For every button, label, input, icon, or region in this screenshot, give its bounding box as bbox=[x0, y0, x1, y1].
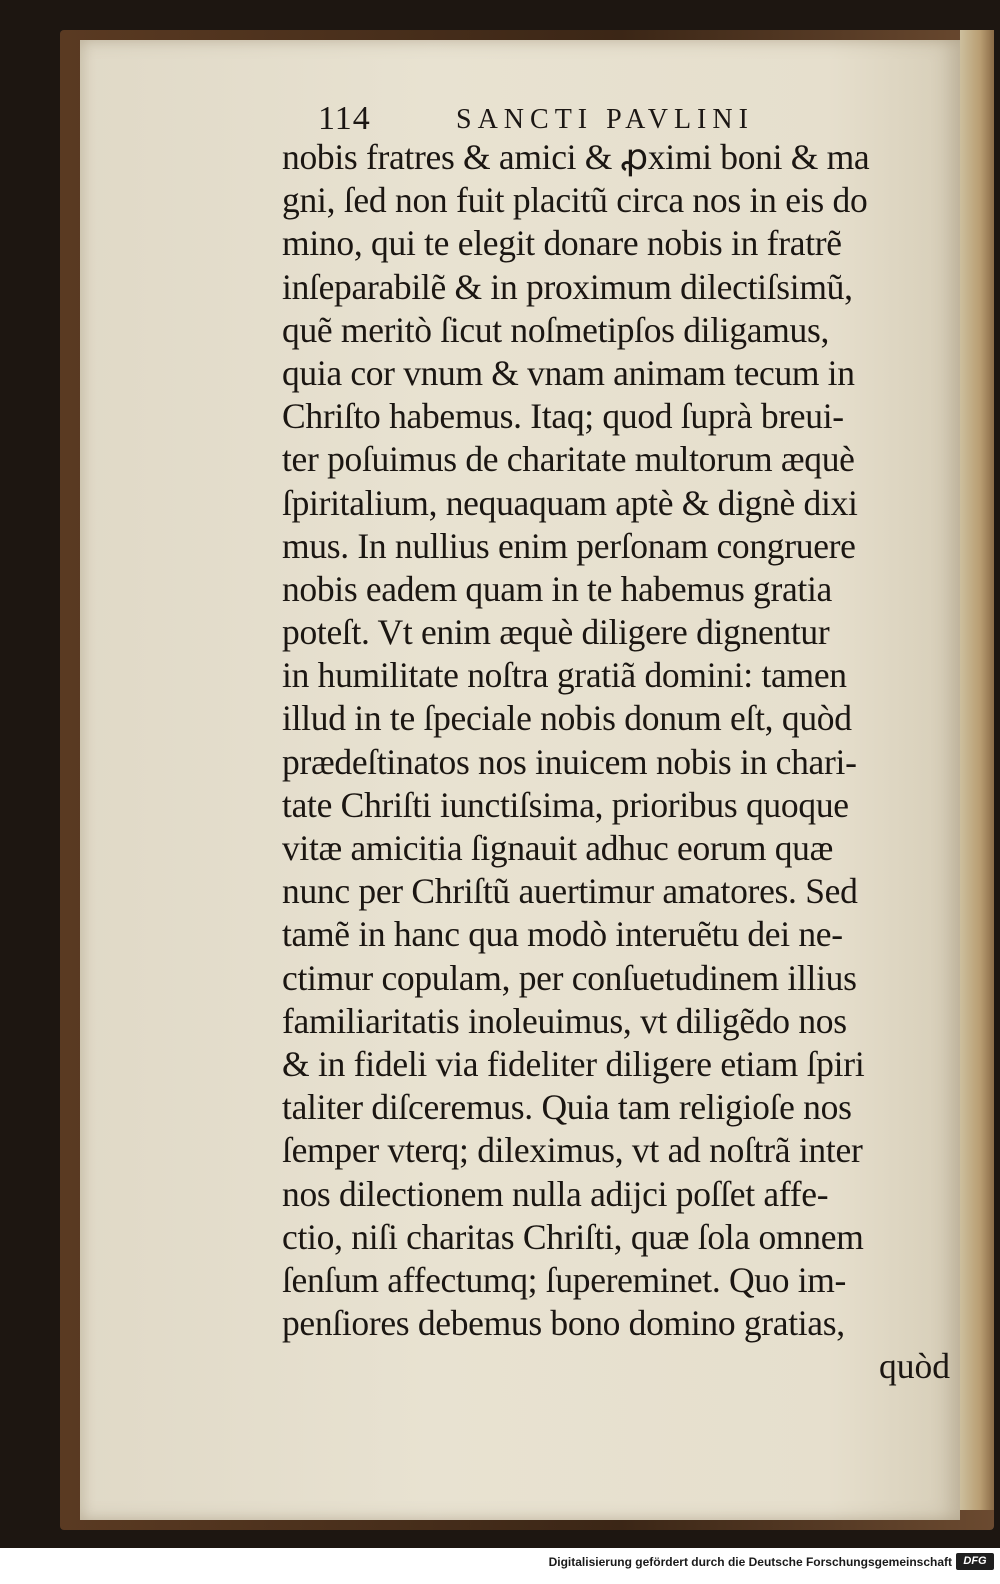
text-line: tamẽ in hanc qua modò interuẽtu dei ne- bbox=[282, 914, 843, 955]
text-line: nobis fratres & amici & ꝓximi boni & ma bbox=[282, 137, 870, 177]
text-line: ſemper vterq; dileximus, vt ad noſtrã inter bbox=[282, 1130, 863, 1171]
page-number: 114 bbox=[318, 100, 371, 137]
text-line: familiaritatis inoleuimus, vt diligẽdo nos bbox=[282, 1000, 847, 1041]
text-line: nobis eadem quam in te habemus gratia bbox=[282, 568, 832, 609]
text-line: inſeparabilẽ & in proximum dilectiſsimũ, bbox=[282, 266, 853, 307]
running-head: SANCTI PAVLINI bbox=[456, 104, 754, 135]
text-line: mus. In nullius enim perſonam congruere bbox=[282, 525, 856, 566]
text-line: penſiores debemus bono domino gratias, bbox=[282, 1303, 845, 1344]
text-line: & in fideli via fideliter diligere etiam ſpiri bbox=[282, 1043, 865, 1084]
text-line: prædeſtinatos nos inuicem nobis in chari- bbox=[282, 741, 857, 782]
text-line: ſpiritalium, nequaquam aptè & dignè dixi bbox=[282, 482, 858, 523]
page-fore-edge bbox=[960, 30, 994, 1510]
text-line: ſenſum affectumq; ſupereminet. Quo im- bbox=[282, 1259, 847, 1300]
dfg-logo-icon: DFG bbox=[956, 1553, 994, 1570]
text-line: quia cor vnum & vnam animam tecum in bbox=[282, 352, 855, 393]
text-line: vitæ amicitia ſignauit adhuc eorum quæ bbox=[282, 828, 833, 868]
catchword: quòd bbox=[879, 1346, 950, 1387]
funding-credit: Digitalisierung gefördert durch die Deutsche Forschungsgemeinschaft bbox=[548, 1555, 952, 1569]
text-line: mino, qui te elegit donare nobis in fratrẽ bbox=[282, 223, 842, 264]
body-text bbox=[282, 136, 962, 1388]
text-line: illud in te ſpeciale nobis donum eſt, quòd bbox=[282, 698, 852, 739]
text-line: ter poſuimus de charitate multorum æquè bbox=[282, 439, 855, 480]
text-line: Chriſto habemus. Itaq; quod ſuprà breui- bbox=[282, 396, 844, 437]
text-line: tate Chriſti iunctiſsima, prioribus quoque bbox=[282, 784, 849, 825]
text-line: quẽ meritò ſicut noſmetipſos diligamus, bbox=[282, 309, 830, 350]
text-line: in humilitate noſtra gratiã domini: tamen bbox=[282, 655, 847, 696]
text-line: poteſt. Vt enim æquè diligere dignentur bbox=[282, 612, 830, 653]
text-line: gni, ſed non fuit placitũ circa nos in eis do bbox=[282, 180, 868, 221]
text-line: nunc per Chriſtũ auertimur amatores. Sed bbox=[282, 871, 858, 912]
text-line: taliter diſceremus. Quia tam religioſe nos bbox=[282, 1087, 852, 1128]
text-line: nos dilectionem nulla adijci poſſet affe- bbox=[282, 1173, 829, 1214]
text-line: ctimur copulam, per conſuetudinem illius bbox=[282, 957, 857, 998]
text-line: ctio, niſi charitas Chriſti, quæ ſola omnem bbox=[282, 1216, 864, 1257]
